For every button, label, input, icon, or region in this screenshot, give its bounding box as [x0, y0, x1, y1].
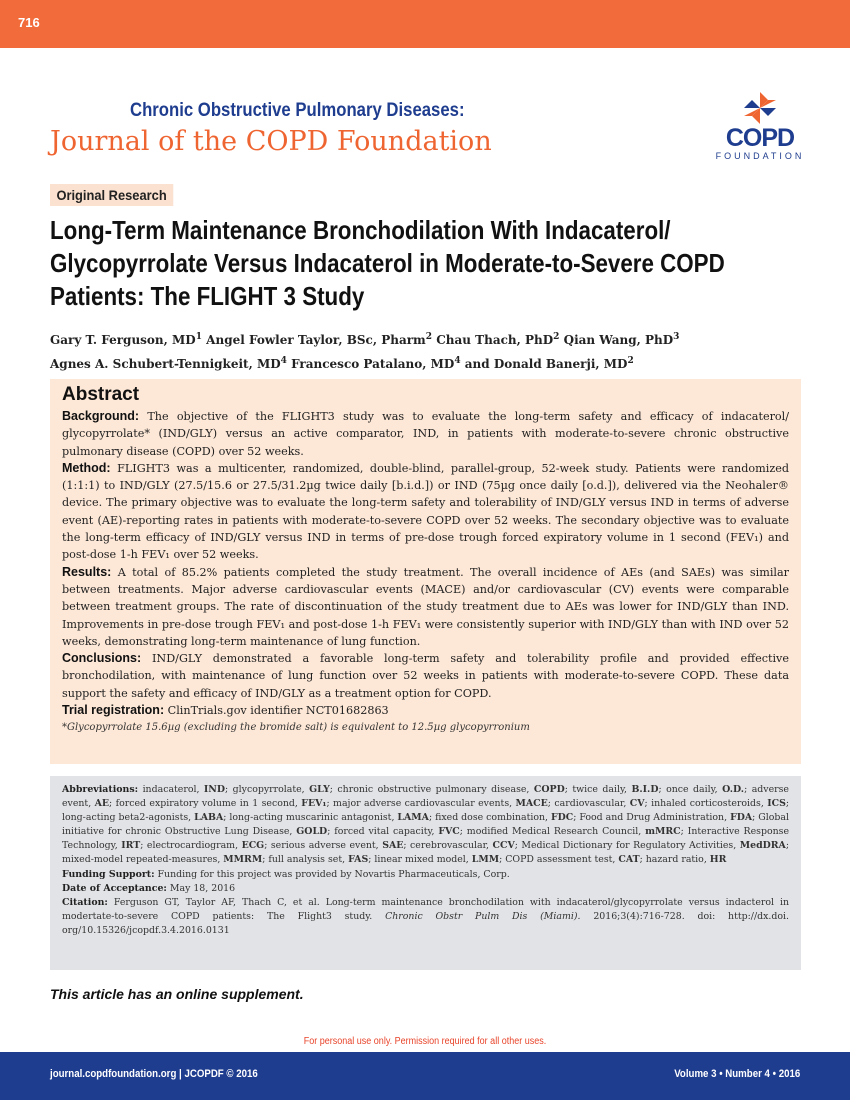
- journal-url-link[interactable]: journal.copdfoundation.org: [50, 1068, 177, 1080]
- abbreviation-term: LAMA: [397, 812, 429, 824]
- abbreviation-term: ECG: [241, 840, 265, 852]
- affiliation-marker: 4: [454, 356, 461, 366]
- copd-foundation-logo: [714, 90, 806, 162]
- funding-support: [62, 868, 789, 882]
- abbreviation-definition: ; cerebrovascular,: [403, 840, 493, 852]
- abbreviation-term: O.D.: [722, 784, 745, 795]
- citation-label: Citation:: [62, 896, 108, 908]
- abstract-trial-registration: [62, 702, 789, 719]
- abbreviation-definition: ; cardiovascular,: [547, 798, 630, 810]
- abbreviation-definition: ; linear mixed model,: [368, 854, 472, 866]
- abbreviation-term: HR: [709, 854, 727, 866]
- abbreviation-term: ICS: [767, 798, 786, 810]
- abbreviation-term: GOLD: [296, 826, 328, 838]
- abbreviation-definition: ; electrocardiogram,: [140, 840, 242, 852]
- abbreviation-term: COPD: [533, 784, 565, 795]
- method-label: Method:: [62, 460, 111, 475]
- abbreviation-definition: ; Food and Drug Administration,: [573, 812, 731, 824]
- abbreviation-definition: ; Interactive Response Technology,: [62, 826, 789, 852]
- affiliation-marker: 2: [627, 356, 634, 366]
- author-name: Gary T. Ferguson, MD: [50, 333, 196, 347]
- abstract-background: [62, 408, 789, 460]
- abstract-method: [62, 460, 789, 564]
- abbreviation-definition: ; adverse event,: [62, 784, 789, 810]
- abbreviation-definition: ; forced expiratory volume in 1 second,: [109, 798, 302, 810]
- affiliation-marker: 2: [425, 332, 433, 342]
- abbreviation-term: MACE: [515, 798, 548, 810]
- abbreviation-term: FEV₁: [301, 798, 327, 810]
- abbreviation-definition: ; twice daily,: [564, 784, 632, 795]
- abbreviation-term: FDC: [551, 812, 574, 824]
- results-text: A total of 85.2% patients completed the study treatment. The overall incidence of AEs (and SAEs) was similar between treatments. Major adverse cardiovascular events (MACE) and/or cardiovascular (CV) events were comparable between treatment groups. The rate of discontinuation of the study treatment due to AEs was lower for IND/GLY than IND. Improvements in pre-dose trough FEV₁ and post-dose 1-h FEV₁ were consistently superior with IND/GLY than with IND over 52 weeks, demonstrating long-term maintenance of lung function.: [62, 565, 789, 648]
- author-name: Angel Fowler Taylor, BSc, Pharm: [206, 333, 426, 347]
- abbreviation-definition: ; Global initiative for chronic Obstructive Lung Disease,: [62, 812, 790, 838]
- citation-journal: Chronic Obstr Pulm Dis (Miami).: [385, 910, 581, 922]
- background-label: Background:: [62, 409, 140, 423]
- author-line-2: [50, 351, 679, 375]
- abbreviation-term: LMM: [471, 854, 500, 866]
- affiliation-marker: 4: [280, 356, 287, 366]
- acceptance-label: Date of Acceptance:: [62, 882, 167, 894]
- abbreviation-definition: ; modified Medical Research Council,: [459, 826, 646, 838]
- method-text: FLIGHT3 was a multicenter, randomized, double-blind, parallel-group, 52-week study. Patients were randomized (1:1:1) to IND/GLY (27.5/15.6 or 27.5/31.2µg twice daily [b.i.d.]) or IND (75µg once daily [o.d.]), delivered via the Neohaler® device. The primary objective was to evaluate the long-term safety and tolerability of IND/GLY versus IND in terms of adverse event (AE)-reporting rates in patients with moderate-to-severe COPD over 52 weeks. The secondary objective was to evaluate the long-term efficacy of IND/GLY versus IND in terms of pre-dose trough forced expiratory volume in 1 second (FEV₁) and post-dose 1-h FEV₁ over 52 weeks.: [62, 461, 789, 562]
- affiliation-marker: 1: [195, 332, 202, 342]
- logo-word: COPD: [725, 124, 795, 152]
- abbreviation-term: IRT: [121, 840, 141, 852]
- abbreviation-term: LABA: [194, 812, 224, 824]
- abbreviation-term: GLY: [309, 784, 330, 795]
- abbreviation-definition: ; long-acting beta2-agonists,: [62, 798, 790, 824]
- abbreviation-term: MMRM: [223, 854, 263, 866]
- title-line: Long-Term Maintenance Bronchodilation With Indacaterol/: [50, 215, 671, 245]
- abbreviation-definition: ; inhaled corticosteroids,: [644, 798, 768, 810]
- abstract-heading: Abstract: [62, 384, 140, 405]
- abbreviation-definition: ; serious adverse event,: [264, 840, 383, 852]
- abbreviation-definition: ; hazard ratio,: [639, 854, 710, 866]
- abbreviation-term: mMRC: [645, 826, 681, 838]
- abbreviation-term: FVC: [438, 826, 460, 838]
- abbreviation-term: CCV: [492, 840, 515, 852]
- author-list: [50, 327, 679, 375]
- abbreviation-definition: indacaterol,: [142, 784, 204, 795]
- abstract-results: [62, 564, 789, 650]
- author-name: and Donald Banerji, MD: [464, 357, 628, 371]
- online-supplement-note: This article has an online supplement.: [50, 986, 304, 1002]
- page-number: 716: [18, 15, 40, 30]
- pinwheel-icon: [742, 90, 778, 126]
- abstract-footnote: *Glycopyrrolate 15.6µg (excluding the bromide salt) is equivalent to 12.5µg glycopyrronium: [62, 722, 530, 734]
- author-name: Francesco Patalano, MD: [291, 357, 455, 371]
- abbreviations-label: Abbreviations:: [62, 784, 139, 795]
- abbreviation-term: IND: [203, 784, 226, 795]
- abbreviations-text: [62, 784, 789, 865]
- footer-volume-info: Volume 3 • Number 4 • 2016: [673, 1068, 800, 1080]
- abbreviation-definition: ; once daily,: [658, 784, 723, 795]
- title-line: Glycopyrrolate Versus Indacaterol in Moderate-to-Severe COPD: [50, 248, 725, 278]
- abbreviation-definition: ; mixed-model repeated-measures,: [62, 840, 789, 866]
- citation-doi[interactable]: 2016;3(4):716-728. doi: http://dx.doi. org/10.15326/jcopdf.3.4.2016.0131: [62, 910, 790, 936]
- abbreviation-definition: ; chronic obstructive pulmonary disease,: [329, 784, 534, 795]
- abbreviation-term: CV: [629, 798, 645, 810]
- conclusions-label: Conclusions:: [62, 651, 142, 666]
- affiliation-marker: 3: [673, 332, 680, 342]
- abbreviation-definition: ; glycopyrrolate,: [225, 784, 310, 795]
- footer-bar: [0, 1052, 850, 1100]
- article-info-box: [50, 776, 801, 970]
- trial-text: ClinTrials.gov identifier NCT01682863: [167, 704, 389, 718]
- article-type-badge: Original Research: [50, 184, 173, 206]
- date-of-acceptance: [62, 882, 789, 896]
- background-text: The objective of the FLIGHT3 study was to evaluate the long-term safety and efficacy of indacaterol/ glycopyrrolate* (IND/GLY) versus an active comparator, IND, in patients with moderate-to-severe chronic obstructive pulmonary disease (COPD) over 52 weeks.: [62, 410, 789, 458]
- abbreviation-term: MedDRA: [739, 840, 786, 852]
- author-name: Chau Thach, PhD: [436, 333, 554, 347]
- abbreviation-term: FAS: [348, 854, 369, 866]
- footer-left: [50, 1068, 258, 1080]
- abbreviations: [62, 783, 789, 868]
- abstract-conclusions: [62, 650, 789, 702]
- abbreviation-definition: ; COPD assessment test,: [499, 854, 619, 866]
- abbreviation-definition: ; forced vital capacity,: [327, 826, 439, 838]
- top-bar: [0, 0, 850, 48]
- title-line: Patients: The FLIGHT 3 Study: [50, 281, 365, 311]
- abbreviation-definition: ; Medical Dictionary for Regulatory Activities,: [514, 840, 740, 852]
- abbreviation-term: FDA: [730, 812, 753, 824]
- abbreviation-definition: ; major adverse cardiovascular events,: [326, 798, 516, 810]
- abbreviation-definition: ; long-acting muscarinic antagonist,: [223, 812, 398, 824]
- author-line-1: [50, 327, 679, 351]
- footer-copyright: | JCOPDF © 2016: [179, 1068, 258, 1080]
- logo-subword: FOUNDATION: [715, 151, 805, 161]
- abbreviation-term: B.I.D: [631, 784, 659, 795]
- affiliation-marker: 2: [553, 332, 560, 342]
- abbreviation-term: CAT: [618, 854, 640, 866]
- journal-subtitle: Chronic Obstructive Pulmonary Diseases:: [130, 100, 465, 121]
- results-label: Results:: [62, 564, 112, 579]
- funding-text: Funding for this project was provided by Novartis Pharmaceuticals, Corp.: [157, 868, 510, 880]
- abbreviation-definition: ; fixed dose combination,: [428, 812, 551, 824]
- abbreviation-definition: ; full analysis set,: [262, 854, 349, 866]
- article-title: [50, 214, 807, 313]
- author-name: Qian Wang, PhD: [563, 333, 674, 347]
- abbreviation-term: SAE: [382, 840, 404, 852]
- funding-label: Funding Support:: [62, 868, 155, 880]
- citation-text: Ferguson GT, Taylor AF, Thach C, et al. Long-term maintenance bronchodilation with indacaterol/glycopyrrolate versus indacterol in modertate-to-severe COPD patients: The Flight3 study.: [62, 896, 789, 922]
- abstract-box: [50, 379, 801, 764]
- acceptance-text: May 18, 2016: [169, 882, 236, 894]
- author-name: Agnes A. Schubert-Tennigkeit, MD: [50, 357, 281, 371]
- conclusions-text: IND/GLY demonstrated a favorable long-term safety and tolerability profile and provided effective bronchodilation, with maintenance of lung function over 52 weeks in patients with moderate-to-severe COPD. These data support the safety and efficacy of IND/GLY as a treatment option for COPD.: [62, 652, 789, 700]
- journal-title: Journal of the COPD Foundation: [50, 126, 492, 157]
- personal-use-notice: For personal use only. Permission required for all other uses.: [303, 1036, 547, 1047]
- citation: [62, 896, 789, 938]
- trial-label: Trial registration:: [62, 703, 165, 718]
- abbreviation-term: AE: [94, 798, 110, 810]
